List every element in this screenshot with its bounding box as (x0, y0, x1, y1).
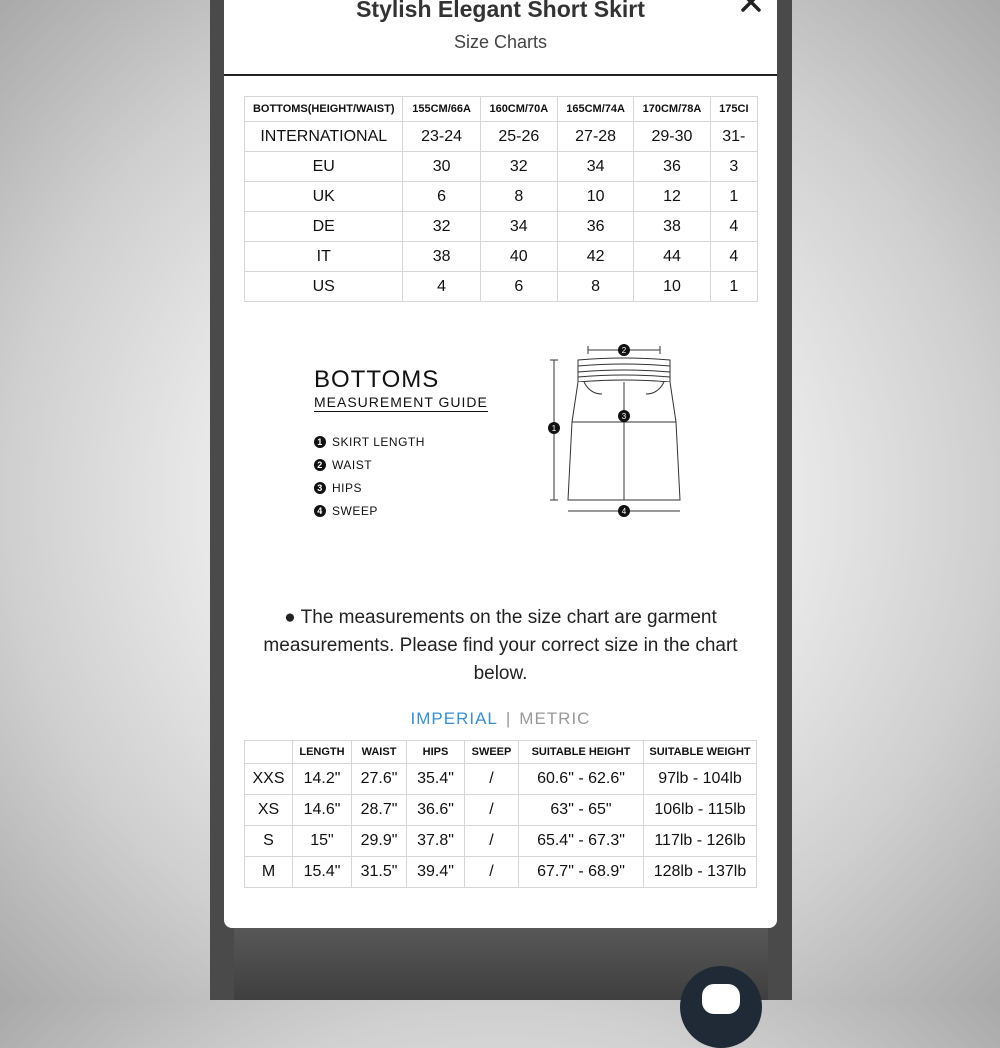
header-divider (224, 74, 777, 76)
size-conversion-cell: 10 (634, 272, 710, 302)
size-conversion-cell: 12 (634, 182, 710, 212)
size-conversion-cell: 6 (480, 272, 557, 302)
number-badge-icon: 4 (314, 505, 326, 517)
measurements-cell: / (465, 857, 519, 888)
size-conversion-cell: 34 (480, 212, 557, 242)
size-conversion-row (245, 242, 758, 272)
number-badge-icon: 1 (314, 436, 326, 448)
number-badge-icon: 2 (314, 459, 326, 471)
measurements-cell: 60.6" - 62.6" (519, 764, 644, 795)
size-conversion-cell: US (245, 272, 403, 302)
measurements-row (245, 857, 757, 888)
measurements-cell: S (245, 826, 293, 857)
measurements-header: SWEEP (465, 741, 519, 764)
size-conversion-row (245, 122, 758, 152)
measurements-cell: 14.6" (293, 795, 352, 826)
diagram-marker-2: 2 (621, 346, 627, 355)
measurements-header: SUITABLE HEIGHT (519, 741, 644, 764)
measurements-cell: 39.4" (407, 857, 465, 888)
measurement-note: ● The measurements on the size chart are garment measurements. Please find your correct size in the chart below. (263, 607, 738, 684)
measurements-cell: 97lb - 104lb (644, 764, 757, 795)
size-conversion-cell: 4 (710, 212, 757, 242)
measurements-table-wrap (244, 740, 756, 888)
measurements-cell: 36.6" (407, 795, 465, 826)
measurements-cell: 31.5" (352, 857, 407, 888)
size-conversion-cell: 4 (403, 272, 480, 302)
size-conversion-cell: 27-28 (557, 122, 633, 152)
size-conversion-cell: 31- (710, 122, 757, 152)
unit-separator: | (505, 709, 512, 728)
guide-item-label: HIPS (332, 480, 363, 495)
measurements-cell: 117lb - 126lb (644, 826, 757, 857)
size-conversion-cell: 23-24 (403, 122, 480, 152)
size-conversion-cell: UK (245, 182, 403, 212)
guide-item (314, 430, 425, 453)
measurements-row (245, 764, 757, 795)
size-conversion-cell: 6 (403, 182, 480, 212)
measurements-cell: 63" - 65" (519, 795, 644, 826)
size-conversion-cell: 32 (403, 212, 480, 242)
size-conversion-cell: 42 (557, 242, 633, 272)
measurements-header: WAIST (352, 741, 407, 764)
measurements-cell: XXS (245, 764, 293, 795)
size-conversion-row (245, 152, 758, 182)
skirt-diagram (551, 346, 694, 530)
guide-list (314, 430, 425, 522)
size-conversion-cell: 29-30 (634, 122, 710, 152)
size-conversion-header: BOTTOMS(HEIGHT/WAIST) (245, 97, 403, 122)
diagram-marker-3: 3 (621, 412, 627, 421)
chat-icon[interactable] (680, 966, 762, 1048)
measurements-cell: 15.4" (293, 857, 352, 888)
modal-subtitle: Size Charts (453, 32, 548, 52)
size-conversion-cell: 8 (480, 182, 557, 212)
size-conversion-cell: 25-26 (480, 122, 557, 152)
size-conversion-cell: EU (245, 152, 403, 182)
size-conversion-cell: 1 (710, 272, 757, 302)
guide-item-label: SKIRT LENGTH (332, 434, 425, 449)
size-conversion-table-wrap[interactable] (244, 96, 758, 306)
measurements-cell: 28.7" (352, 795, 407, 826)
size-conversion-cell: IT (245, 242, 403, 272)
measurement-guide (314, 346, 694, 540)
number-badge-icon: 3 (314, 482, 326, 494)
measurements-cell: 65.4" - 67.3" (519, 826, 644, 857)
measurements-cell: 29.9" (352, 826, 407, 857)
size-conversion-cell: DE (245, 212, 403, 242)
size-conversion-cell: 40 (480, 242, 557, 272)
measurements-header: SUITABLE WEIGHT (644, 741, 757, 764)
measurements-cell: M (245, 857, 293, 888)
size-conversion-cell: 1 (710, 182, 757, 212)
size-conversion-cell: 38 (634, 212, 710, 242)
size-conversion-cell: 3 (710, 152, 757, 182)
measurements-cell: 14.2" (293, 764, 352, 795)
guide-item (314, 476, 425, 499)
guide-title: BOTTOMS (314, 366, 440, 393)
size-conversion-header: 170CM/78A (634, 97, 710, 122)
size-conversion-cell: 4 (710, 242, 757, 272)
size-conversion-cell: 32 (480, 152, 557, 182)
unit-toggle (224, 709, 777, 729)
size-conversion-header: 160CM/70A (480, 97, 557, 122)
size-chart-modal (224, 0, 777, 928)
guide-subtitle: MEASUREMENT GUIDE (314, 394, 488, 410)
measurements-cell: XS (245, 795, 293, 826)
tab-imperial[interactable]: IMPERIAL (410, 709, 498, 728)
guide-item-label: WAIST (332, 457, 373, 472)
size-conversion-row (245, 212, 758, 242)
measurements-cell: 37.8" (407, 826, 465, 857)
size-conversion-cell: 36 (557, 212, 633, 242)
measurements-header: LENGTH (293, 741, 352, 764)
size-conversion-cell: 38 (403, 242, 480, 272)
measurements-cell: / (465, 764, 519, 795)
size-conversion-header: 175CI (710, 97, 757, 122)
close-icon[interactable] (737, 0, 765, 20)
modal-title: Stylish Elegant Short Skirt (356, 0, 645, 22)
size-conversion-cell: INTERNATIONAL (245, 122, 403, 152)
size-conversion-cell: 44 (634, 242, 710, 272)
size-conversion-cell: 30 (403, 152, 480, 182)
size-conversion-cell: 8 (557, 272, 633, 302)
measurements-cell: / (465, 795, 519, 826)
guide-item (314, 499, 425, 522)
tab-metric[interactable]: METRIC (519, 709, 591, 728)
measurements-cell: 67.7" - 68.9" (519, 857, 644, 888)
size-conversion-row (245, 272, 758, 302)
diagram-marker-4: 4 (621, 507, 627, 516)
size-conversion-header: 155CM/66A (403, 97, 480, 122)
guide-item-label: SWEEP (332, 503, 378, 518)
size-conversion-row (245, 182, 758, 212)
measurements-cell: 35.4" (407, 764, 465, 795)
measurements-row (245, 795, 757, 826)
guide-item (314, 453, 425, 476)
size-conversion-cell: 10 (557, 182, 633, 212)
measurements-cell: / (465, 826, 519, 857)
diagram-marker-1: 1 (551, 424, 557, 433)
size-conversion-cell: 36 (634, 152, 710, 182)
size-conversion-cell: 34 (557, 152, 633, 182)
measurements-cell: 128lb - 137lb (644, 857, 757, 888)
measurements-cell: 15" (293, 826, 352, 857)
size-conversion-header: 165CM/74A (557, 97, 633, 122)
measurements-header (245, 741, 293, 764)
measurements-cell: 27.6" (352, 764, 407, 795)
measurements-cell: 106lb - 115lb (644, 795, 757, 826)
measurements-table (244, 740, 757, 888)
measurements-header: HIPS (407, 741, 465, 764)
size-conversion-table (244, 96, 758, 302)
measurements-row (245, 826, 757, 857)
